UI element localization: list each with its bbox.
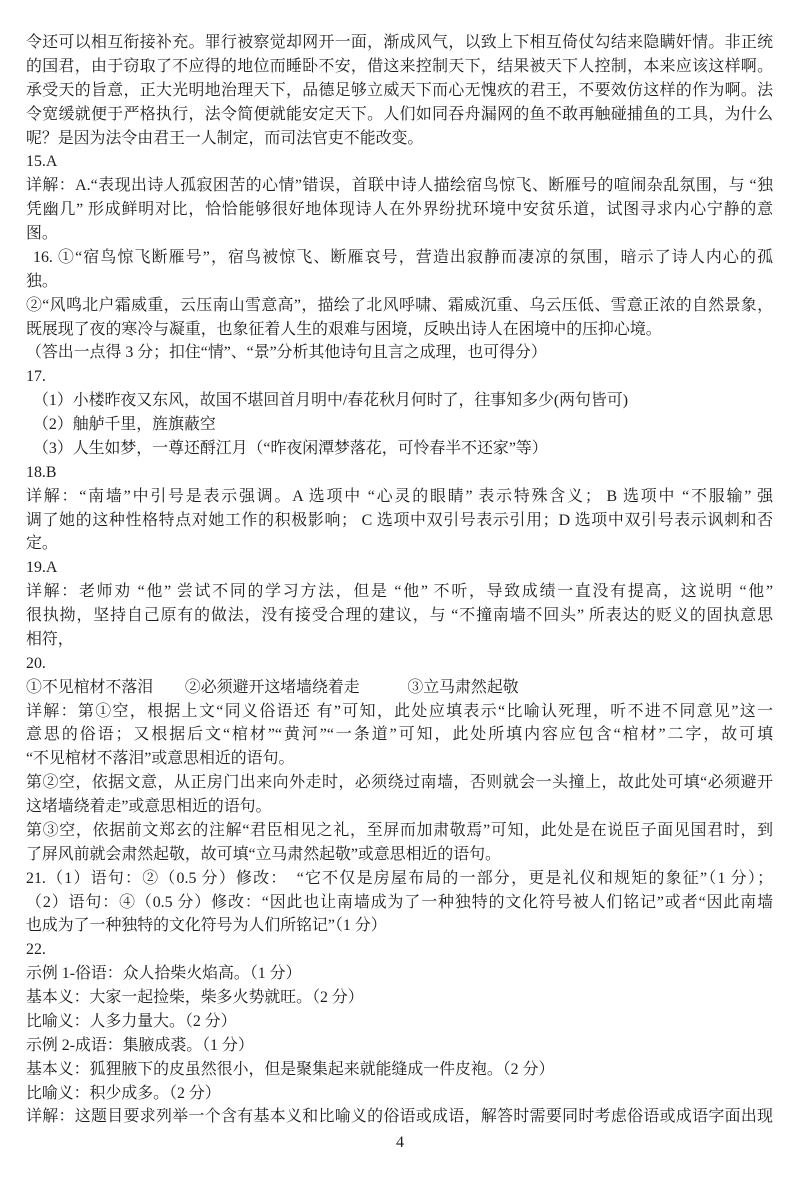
page-number: 4 bbox=[396, 1134, 404, 1151]
text-line: 比喻义：积少成多。（2 分） bbox=[26, 1084, 221, 1102]
text-line: 19.A bbox=[26, 559, 58, 577]
text-line: 很执拗，坚持自己原有的做法，没有接受合理的建议，与 “不撞南墙不回头” 所表达的贬义的固执意思 bbox=[26, 607, 773, 624]
text-line: 21.（1）语句：②（0.5 分）修改： “它不仅是房屋布局的一部分，更是礼仪和规矩的象征”（1 分）； bbox=[26, 869, 773, 887]
text-line: （2）舳舻千里，旌旗蔽空 bbox=[33, 416, 216, 433]
text-line: （2）语句：④（0.5 分）修改：“因此也让南墙成为了一种独特的文化符号被人们铭记”或者“因此南墙 bbox=[26, 893, 773, 911]
text-line: 22. bbox=[26, 941, 46, 959]
text-line: 令宽缓就便于严格执行，法令简便就能安定天下。人们如同吞舟漏网的鱼不敢再触碰捕鱼的工具，为什么 bbox=[26, 105, 773, 123]
text-line: 详解：这题目要求列举一个含有基本义和比喻义的俗语或成语，解答时需要同时考虑俗语或成语字面出现 bbox=[26, 1108, 773, 1126]
text-line: 示例 1-俗语：众人拾柴火焰高。（1 分） bbox=[26, 965, 302, 983]
text-line: 承受天的旨意，正大光明地治理天下，品德足够立威天下而心无愧疚的君王，不要效仿这样的作为啊。法 bbox=[26, 81, 773, 99]
text-line: 这堵墙绕着走”或意思相近的语句。 bbox=[26, 798, 272, 815]
text-line: 相符， bbox=[26, 630, 74, 648]
text-line: （答出一点得 3 分；扣住“情”、“景”分析其他诗句且言之成理，也可得分） bbox=[26, 344, 547, 362]
text-line: 基本义：狐狸腋下的皮虽然很小，但是聚集起来就能缝成一件皮袍。（2 分） bbox=[26, 1060, 555, 1078]
text-line: 15.A bbox=[26, 153, 58, 171]
text-line: 第③空，依据前文郑玄的注解“君臣相见之礼，至屏而加肃敬焉”可知，此处是在说臣子面见国君时，到 bbox=[26, 821, 773, 839]
text-line: “不见棺材不落泪”或意思相近的语句。 bbox=[26, 750, 295, 768]
text-line: 的国君，由于窃取了不应得的地位而睡卧不安，借这来控制天下，结果被天下人控制，本来应该这样啊。 bbox=[26, 57, 773, 75]
text-line: 16. ①“宿鸟惊飞断雁号”，宿鸟被惊飞、断雁哀号，营造出寂静而凄凉的氛围，暗示了诗人内心的孤 bbox=[33, 248, 773, 266]
text-line: 凭幽几” 形成鲜明对比，恰恰能够很好地体现诗人在外界纷扰环境中安贫乐道，试图寻求内心宁静的意 bbox=[26, 201, 773, 219]
text-line: 比喻义：人多力量大。（2 分） bbox=[26, 1012, 237, 1030]
text-line: 18.B bbox=[26, 463, 57, 481]
text-line: 详解：“南墙”中引号是表示强调。A 选项中 “心灵的眼睛” 表示特殊含义； B 选项中 “不服输” 强 bbox=[26, 487, 773, 505]
text-line: 详解：第①空，根据上文“同义俗语还 有”可知，此处应填表示“比喻认死理，听不进不同意见”这一 bbox=[26, 702, 773, 720]
answer-key-text-block bbox=[26, 31, 773, 1129]
text-line: ①不见棺材不落泪 ②必须避开这堵墙绕着走 ③立马肃然起敬 bbox=[26, 678, 519, 696]
text-line: 详解：A.“表现出诗人孤寂困苦的心情”错误，首联中诗人描绘宿鸟惊飞、断雁号的喧闹杂乱氛围，与 “独 bbox=[26, 177, 773, 195]
text-line: 既展现了夜的寒冷与凝重，也象征着人生的艰难与困境，反映出诗人在困境中的压抑心境。 bbox=[26, 320, 662, 338]
text-line: 图。 bbox=[26, 225, 58, 242]
text-line: 调了她的这种性格特点对她工作的积极影响； C 选项中双引号表示引用；D 选项中双引号表示讽刺和否 bbox=[26, 511, 773, 529]
text-line: （1）小楼昨夜又东风，故国不堪回首月明中/春花秋月何时了，往事知多少(两句皆可) bbox=[33, 392, 629, 410]
text-line: 呢？是因为法令由君王一人制定，而司法官吏不能改变。 bbox=[26, 129, 424, 147]
text-line: 定。 bbox=[26, 535, 58, 553]
text-line: 了屏风前就会肃然起敬，故可填“立马肃然起敬”或意思相近的语句。 bbox=[26, 845, 501, 863]
text-line: 第②空，依据文意，从正房门出来向外走时，必须绕过南墙，否则就会一头撞上，故此处可填“必须避开 bbox=[26, 774, 773, 792]
text-line: 17. bbox=[26, 368, 46, 386]
text-line: 20. bbox=[26, 654, 46, 672]
text-line: 独。 bbox=[26, 272, 58, 290]
text-line: 示例 2-成语：集腋成裘。（1 分） bbox=[26, 1036, 254, 1054]
text-line: 也成为了一种独特的文化符号为人们所铭记”（1 分） bbox=[26, 917, 387, 935]
text-line: （3）人生如梦，一尊还酹江月（“昨夜闲潭梦落花，可怜春半不还家”等） bbox=[33, 439, 548, 457]
text-line: 意思的俗语；又根据后文“棺材”“黄河”“一条道”可知，此处所填内容应包含“棺材”二字，故可填 bbox=[26, 726, 773, 744]
text-line: 详解：老师劝 “他” 尝试不同的学习方法，但是 “他” 不听，导致成绩一直没有提高，这说明 “他” bbox=[26, 583, 773, 601]
text-line: ②“风鸣北户霜威重，云压南山雪意高”，描绘了北风呼啸、霜威沉重、乌云压低、雪意正浓的自然景象， bbox=[26, 296, 773, 314]
text-line: 基本义：大家一起捡柴，柴多火势就旺。（2 分） bbox=[26, 989, 364, 1006]
text-line: 令还可以相互衔接补充。罪行被察觉却网开一面，渐成风气，以致上下相互倚仗勾结来隐瞒奸情。非正统 bbox=[26, 34, 773, 51]
